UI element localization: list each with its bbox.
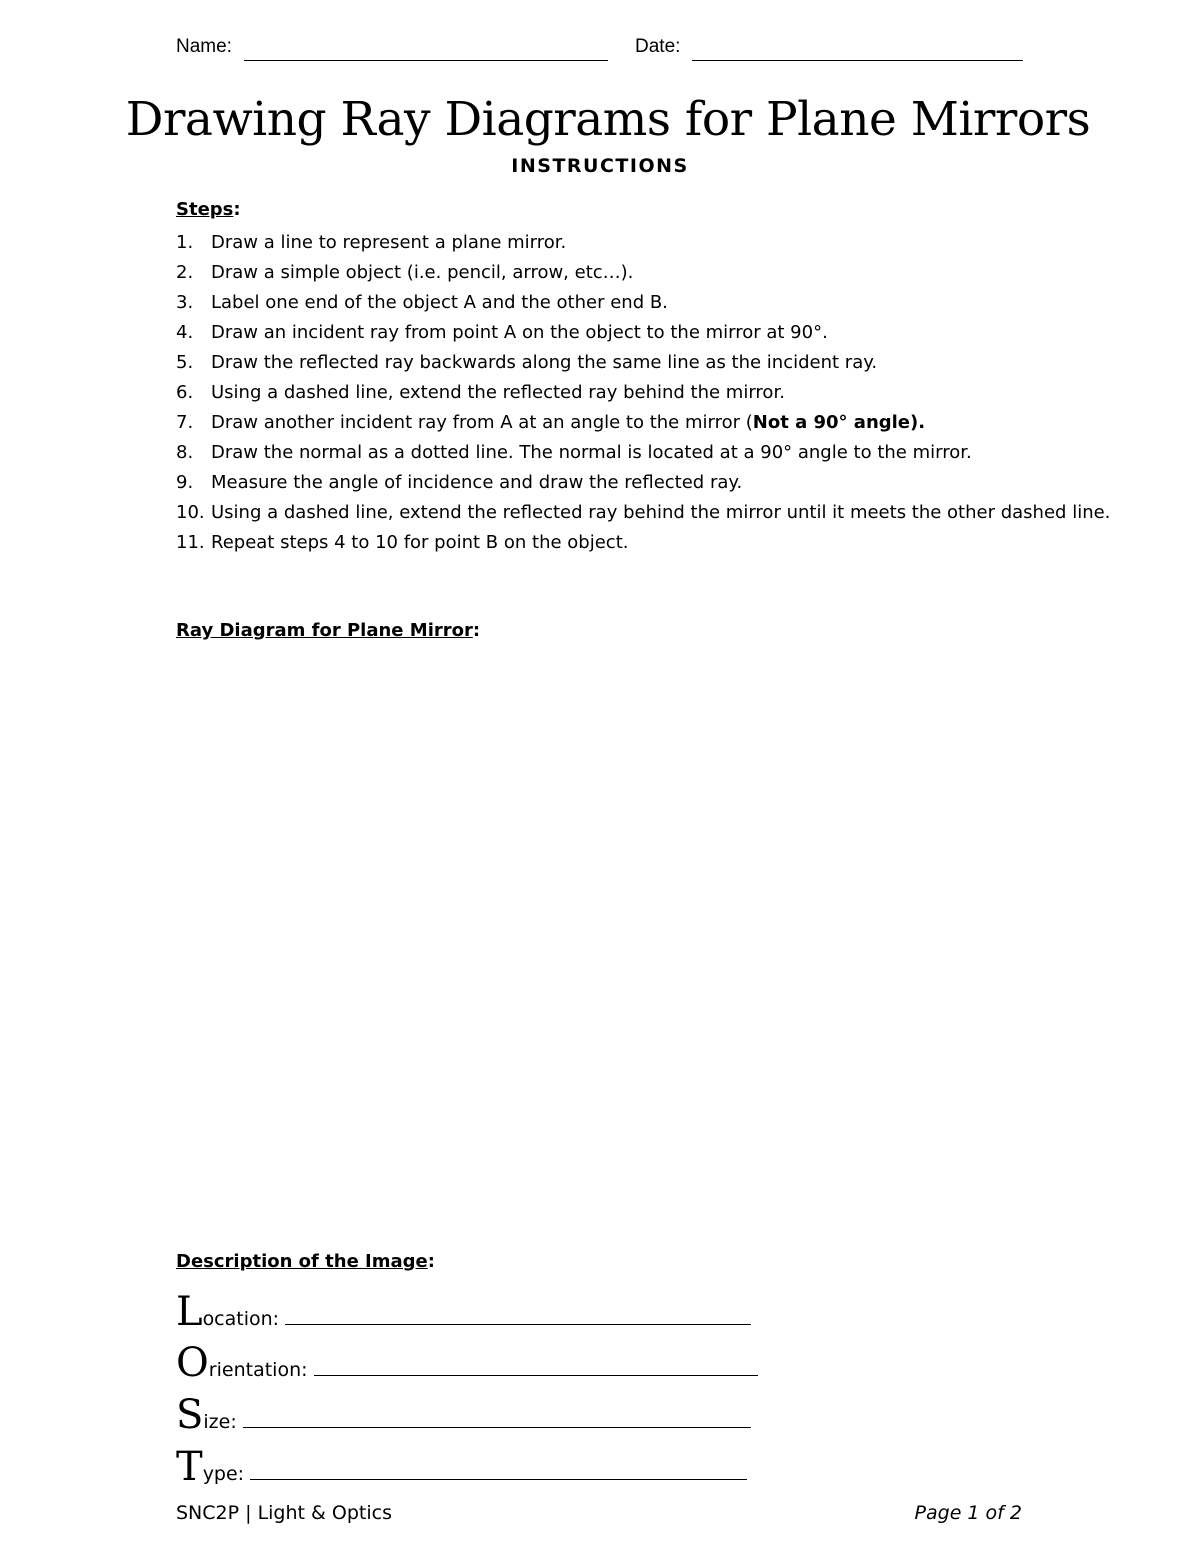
description-heading-colon: :	[427, 1251, 435, 1272]
diagram-heading-text: Ray Diagram for Plane Mirror	[176, 620, 473, 641]
diagram-heading-colon: :	[472, 620, 481, 641]
step-number: 8.	[176, 442, 194, 463]
size-initial: S	[176, 1392, 204, 1438]
step-text: Using a dashed line, extend the reflected ray behind the mirror.	[211, 382, 785, 403]
step-number: 4.	[176, 322, 194, 343]
step-text: Measure the angle of incidence and draw the reflected ray.	[211, 472, 743, 493]
location-field[interactable]	[285, 1306, 751, 1325]
step-item	[176, 258, 1116, 288]
type-row	[176, 1444, 776, 1497]
step-number: 9.	[176, 472, 194, 493]
steps-heading-colon: :	[233, 199, 241, 220]
step-item	[176, 438, 1116, 468]
step-text: Draw the reflected ray backwards along the same line as the incident ray.	[211, 352, 878, 373]
size-label: ize:	[203, 1411, 237, 1433]
step-text: Draw a line to represent a plane mirror.	[211, 232, 567, 253]
footer-course: SNC2P | Light & Optics	[176, 1502, 392, 1524]
step-item	[176, 228, 1116, 258]
step-number: 2.	[176, 262, 194, 283]
orientation-field[interactable]	[314, 1357, 758, 1376]
steps-heading-text: Steps	[176, 199, 234, 220]
step-number: 6.	[176, 382, 194, 403]
step-number: 1.	[176, 232, 194, 253]
orientation-initial: O	[176, 1340, 209, 1386]
steps-list	[176, 228, 1116, 558]
location-row	[176, 1289, 776, 1342]
location-label: ocation:	[202, 1308, 280, 1330]
step-item	[176, 378, 1116, 408]
step-number: 10.	[176, 502, 205, 523]
step-text: Draw the normal as a dotted line. The normal is located at a 90° angle to the mirror.	[211, 442, 972, 463]
size-field[interactable]	[243, 1409, 751, 1428]
size-row	[176, 1392, 776, 1445]
date-field[interactable]	[692, 60, 1023, 61]
step-item	[176, 318, 1116, 348]
step-item	[176, 498, 1116, 528]
step-item	[176, 288, 1116, 318]
orientation-label: rientation:	[208, 1359, 308, 1381]
step-bold-text: Not a 90° angle).	[752, 412, 926, 433]
step-item	[176, 408, 1116, 438]
step-item	[176, 348, 1116, 378]
type-label: ype:	[202, 1463, 245, 1485]
diagram-area[interactable]	[176, 650, 1022, 1240]
step-text: Draw an incident ray from point A on the object to the mirror at 90°.	[211, 322, 828, 343]
step-number: 11.	[176, 532, 205, 553]
diagram-heading	[176, 620, 480, 641]
name-label: Name:	[176, 36, 232, 57]
description-heading-text: Description of the Image	[176, 1251, 428, 1272]
page-title: Drawing Ray Diagrams for Plane Mirrors	[125, 92, 1091, 147]
step-text: Draw a simple object (i.e. pencil, arrow, etc…).	[211, 262, 634, 283]
type-field[interactable]	[250, 1461, 747, 1480]
header	[176, 34, 1036, 64]
page-number: Page 1 of 2	[914, 1502, 1022, 1524]
description-heading	[176, 1251, 435, 1272]
step-text: Draw another incident ray from A at an angle to the mirror (	[211, 412, 753, 433]
location-initial: L	[176, 1289, 203, 1335]
date-label: Date:	[635, 36, 681, 57]
step-item	[176, 528, 1116, 558]
page-subtitle: INSTRUCTIONS	[511, 155, 689, 177]
step-text: Repeat steps 4 to 10 for point B on the object.	[211, 532, 629, 553]
name-field[interactable]	[244, 60, 608, 61]
step-number: 5.	[176, 352, 194, 373]
step-number: 7.	[176, 412, 194, 433]
steps-heading	[176, 199, 241, 220]
step-item	[176, 468, 1116, 498]
step-text: Label one end of the object A and the other end B.	[211, 292, 668, 313]
orientation-row	[176, 1340, 776, 1393]
step-number: 3.	[176, 292, 194, 313]
step-text: Using a dashed line, extend the reflected ray behind the mirror until it meets the other dashed line.	[211, 502, 1111, 523]
type-initial: T	[176, 1444, 203, 1490]
